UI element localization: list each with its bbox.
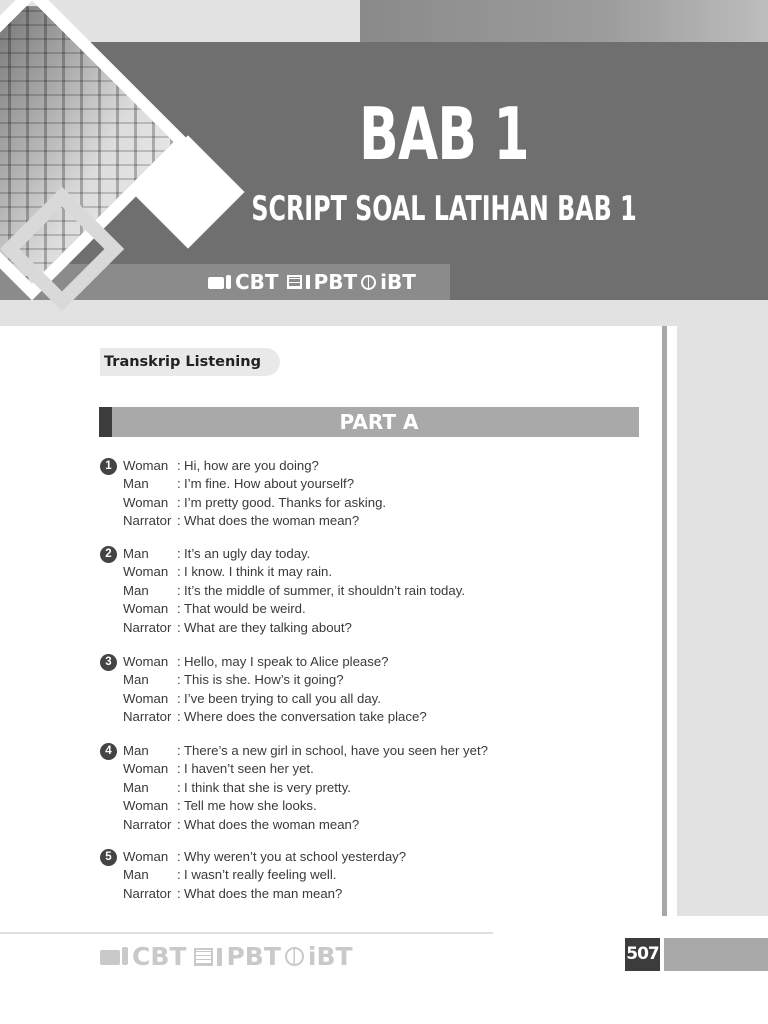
utterance: It’s an ugly day today.	[184, 546, 311, 561]
dialogue-line: Narrator : What does the woman mean?	[123, 816, 488, 834]
dialogue-line: Man : I’m fine. How about yourself?	[123, 475, 386, 493]
paper-document-icon	[287, 275, 302, 289]
utterance: Hi, how are you doing?	[184, 458, 319, 473]
utterance: Why weren’t you at school yesterday?	[184, 849, 407, 864]
computer-icon	[100, 942, 128, 971]
page-number-bar	[664, 938, 768, 971]
speaker: Woman	[123, 494, 169, 510]
speaker: Man	[123, 779, 149, 795]
question-number: 3	[100, 654, 117, 671]
utterance: I’m pretty good. Thanks for asking.	[184, 494, 387, 510]
page-number: 507	[625, 938, 660, 971]
right-margin-rule	[662, 326, 667, 916]
dialogue-line: Narrator : What are they talking about?	[123, 619, 465, 637]
utterance: This is she. How’s it going?	[184, 672, 344, 688]
question-number: 1	[100, 458, 117, 475]
question-1	[100, 457, 387, 531]
speaker: Woman	[123, 690, 169, 706]
dialogue-line: Man : There’s a new girl in school, have you seen her yet?	[123, 742, 488, 760]
footer-test-logos	[100, 942, 353, 971]
info-icon	[306, 275, 310, 289]
speaker: Narrator	[123, 885, 172, 901]
globe-icon	[285, 947, 304, 966]
header-top-strip	[360, 0, 768, 42]
utterance: I know. I think it may rain.	[184, 564, 333, 580]
logo-pbt: PBT	[226, 942, 281, 971]
dialogue-line: Narrator : What does the man mean?	[123, 885, 406, 903]
speaker: Man	[123, 672, 149, 688]
speaker: Woman	[123, 654, 169, 669]
dialogue-line: Woman : I know. I think it may rain.	[123, 563, 465, 581]
info-icon	[217, 948, 222, 966]
logo-cbt: CBT	[132, 942, 187, 971]
utterance: I’m fine. How about yourself?	[184, 476, 355, 492]
dialogue-line: Man : It’s the middle of summer, it shouldn’t rain today.	[123, 582, 465, 600]
dialogue-line: Woman : Why weren’t you at school yesterday?	[123, 848, 406, 866]
speaker: Man	[123, 743, 149, 758]
dialogue-line: Man : It’s an ugly day today.	[123, 545, 465, 563]
chapter-title: BAB 1	[359, 92, 529, 176]
utterance: I haven’t seen her yet.	[184, 761, 314, 777]
question-4	[100, 742, 488, 834]
utterance: Tell me how she looks.	[184, 798, 317, 814]
utterance: What does the woman mean?	[184, 513, 360, 529]
speaker: Narrator	[123, 619, 172, 635]
dialogue-line: Woman : Hello, may I speak to Alice please?	[123, 653, 427, 671]
speaker: Woman	[123, 849, 169, 864]
paper-document-icon	[194, 948, 213, 966]
logo-cbt: CBT	[235, 270, 279, 294]
logo-ibt: iBT	[307, 942, 353, 971]
speaker: Woman	[123, 564, 169, 580]
dialogue-line: Woman : Hi, how are you doing?	[123, 457, 386, 475]
section-label: Transkrip Listening	[100, 348, 280, 376]
question-2	[100, 545, 465, 637]
utterance: What does the man mean?	[184, 885, 343, 901]
dialogue-line: Narrator : Where does the conversation take place?	[123, 708, 427, 726]
logo-pbt: PBT	[313, 270, 358, 294]
logo-ibt: iBT	[380, 270, 416, 294]
question-number: 5	[100, 849, 117, 866]
speaker: Narrator	[123, 709, 172, 725]
utterance: I think that she is very pretty.	[184, 779, 351, 795]
utterance: I wasn’t really feeling well.	[184, 867, 337, 883]
globe-icon	[361, 275, 376, 290]
utterance: It’s the middle of summer, it shouldn’t rain today.	[184, 582, 465, 598]
dialogue-line: Woman : Tell me how she looks.	[123, 797, 488, 815]
dialogue-line: Man : I wasn’t really feeling well.	[123, 866, 406, 884]
dialogue-line: Woman : I’m pretty good. Thanks for asking.	[123, 494, 386, 512]
speaker: Woman	[123, 601, 169, 617]
header-test-logos	[208, 270, 416, 294]
utterance: What does the woman mean?	[184, 816, 360, 832]
speaker: Woman	[123, 761, 169, 777]
speaker: Man	[123, 867, 149, 883]
speaker: Man	[123, 546, 149, 561]
speaker: Man	[123, 582, 149, 598]
right-margin-panel	[677, 326, 768, 916]
speaker: Woman	[123, 798, 169, 814]
utterance: That would be weird.	[184, 601, 306, 617]
footer-divider	[0, 932, 493, 934]
utterance: Where does the conversation take place?	[184, 709, 427, 725]
dialogue-line: Narrator : What does the woman mean?	[123, 512, 386, 530]
utterance: Hello, may I speak to Alice please?	[184, 654, 389, 669]
speaker: Narrator	[123, 513, 172, 529]
question-number: 2	[100, 546, 117, 563]
part-title: PART A	[339, 410, 419, 434]
chapter-subtitle: SCRIPT SOAL LATIHAN BAB 1	[251, 189, 637, 229]
speaker: Woman	[123, 458, 169, 473]
dialogue-line: Man : I think that she is very pretty.	[123, 779, 488, 797]
question-5	[100, 848, 407, 903]
question-3	[100, 653, 427, 727]
dialogue-line: Woman : I haven’t seen her yet.	[123, 760, 488, 778]
utterance: There’s a new girl in school, have you seen her yet?	[184, 743, 488, 758]
dialogue-line: Woman : That would be weird.	[123, 600, 465, 618]
question-number: 4	[100, 743, 117, 760]
dialogue-line: Woman : I’ve been trying to call you all day.	[123, 690, 427, 708]
dialogue-line: Man : This is she. How’s it going?	[123, 671, 427, 689]
utterance: What are they talking about?	[184, 619, 352, 635]
computer-icon	[208, 270, 231, 294]
speaker: Man	[123, 476, 149, 492]
utterance: I’ve been trying to call you all day.	[184, 690, 381, 706]
speaker: Narrator	[123, 816, 172, 832]
